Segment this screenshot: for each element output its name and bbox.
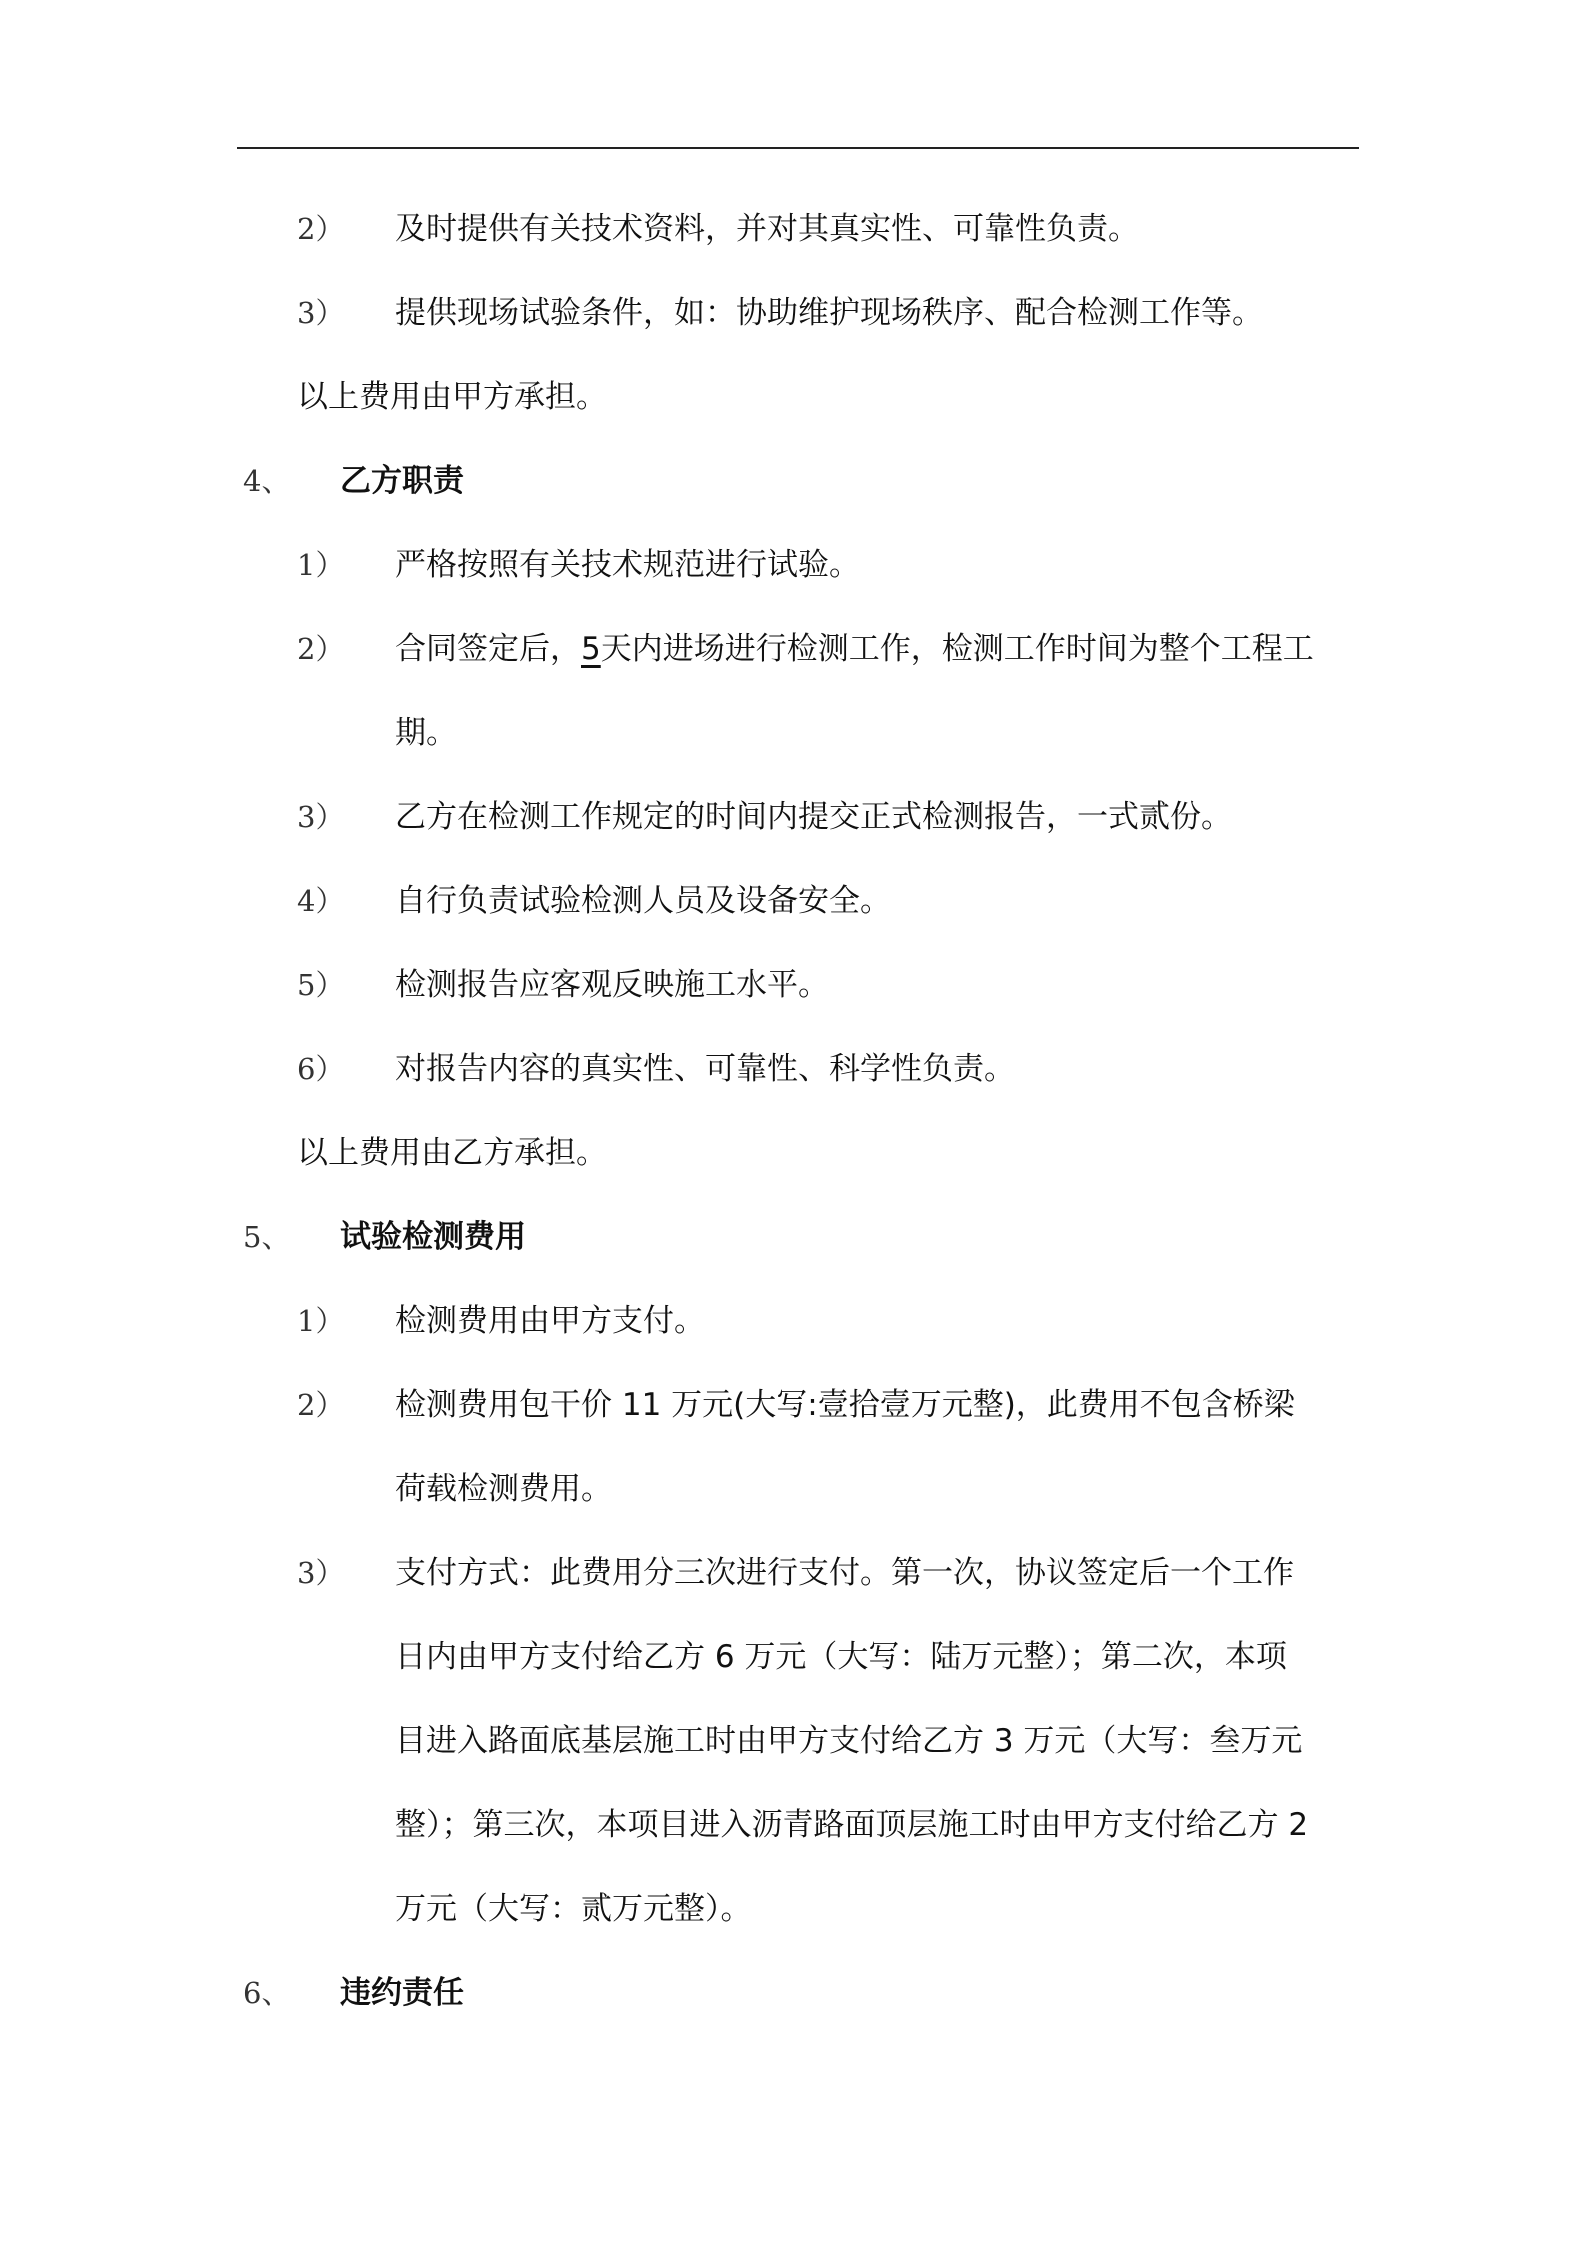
item-text: 检测报告应客观反映施工水平。 (395, 967, 829, 1003)
item-text: 检测费用包干价 11 万元(大写:壹拾壹万元整)，此费用不包含桥梁 (395, 1387, 1295, 1423)
item-text (395, 607, 1314, 691)
item-text: 检测费用由甲方支付。 (395, 1303, 705, 1339)
item-text: 提供现场试验条件，如：协助维护现场秩序、配合检测工作等。 (395, 295, 1263, 331)
item-number: 6） (297, 1052, 345, 1086)
item-number: 4） (297, 884, 345, 918)
item-text: 目进入路面底基层施工时由甲方支付给乙方 3 万元（大写：叁万元 (395, 1723, 1303, 1759)
section-title: 乙方职责 (340, 463, 464, 499)
item-number: 3） (297, 800, 345, 834)
item-number: 3） (297, 296, 345, 330)
section-number: 6、 (243, 1976, 291, 2010)
item-text: 荷载检测费用。 (395, 1471, 612, 1507)
note-text: 以上费用由乙方承担。 (297, 1135, 607, 1171)
item-number: 2） (297, 212, 345, 246)
item-number: 1） (297, 548, 345, 582)
item-text: 对报告内容的真实性、可靠性、科学性负责。 (395, 1051, 1015, 1087)
days-value: 5 (581, 631, 601, 667)
item-number: 1） (297, 1304, 345, 1338)
item-text: 及时提供有关技术资料，并对其真实性、可靠性负责。 (395, 211, 1139, 247)
item-text: 乙方在检测工作规定的时间内提交正式检测报告，一式贰份。 (395, 799, 1232, 835)
item-text: 支付方式：此费用分三次进行支付。第一次，协议签定后一个工作 (395, 1555, 1294, 1591)
item-text: 期。 (395, 715, 457, 751)
item-number: 5） (297, 968, 345, 1002)
item-text: 万元（大写：贰万元整）。 (395, 1891, 752, 1927)
item-text: 严格按照有关技术规范进行试验。 (395, 547, 860, 583)
note-text: 以上费用由甲方承担。 (297, 379, 607, 415)
item-text: 日内由甲方支付给乙方 6 万元（大写：陆万元整）；第二次，本项 (395, 1639, 1287, 1675)
item-number: 2） (297, 1388, 345, 1422)
item-text: 整）；第三次，本项目进入沥青路面顶层施工时由甲方支付给乙方 2 (395, 1807, 1309, 1843)
header-rule (237, 147, 1359, 149)
section-number: 5、 (243, 1220, 291, 1254)
section-title: 违约责任 (340, 1975, 464, 2011)
item-text-start: 合同签定后， (395, 631, 581, 667)
section-title: 试验检测费用 (340, 1219, 526, 1255)
item-number: 2） (297, 632, 345, 666)
item-number: 3） (297, 1556, 345, 1590)
section-number: 4、 (243, 464, 291, 498)
item-text: 自行负责试验检测人员及设备安全。 (395, 883, 891, 919)
item-text-end: 天内进场进行检测工作，检测工作时间为整个工程工 (600, 631, 1314, 667)
